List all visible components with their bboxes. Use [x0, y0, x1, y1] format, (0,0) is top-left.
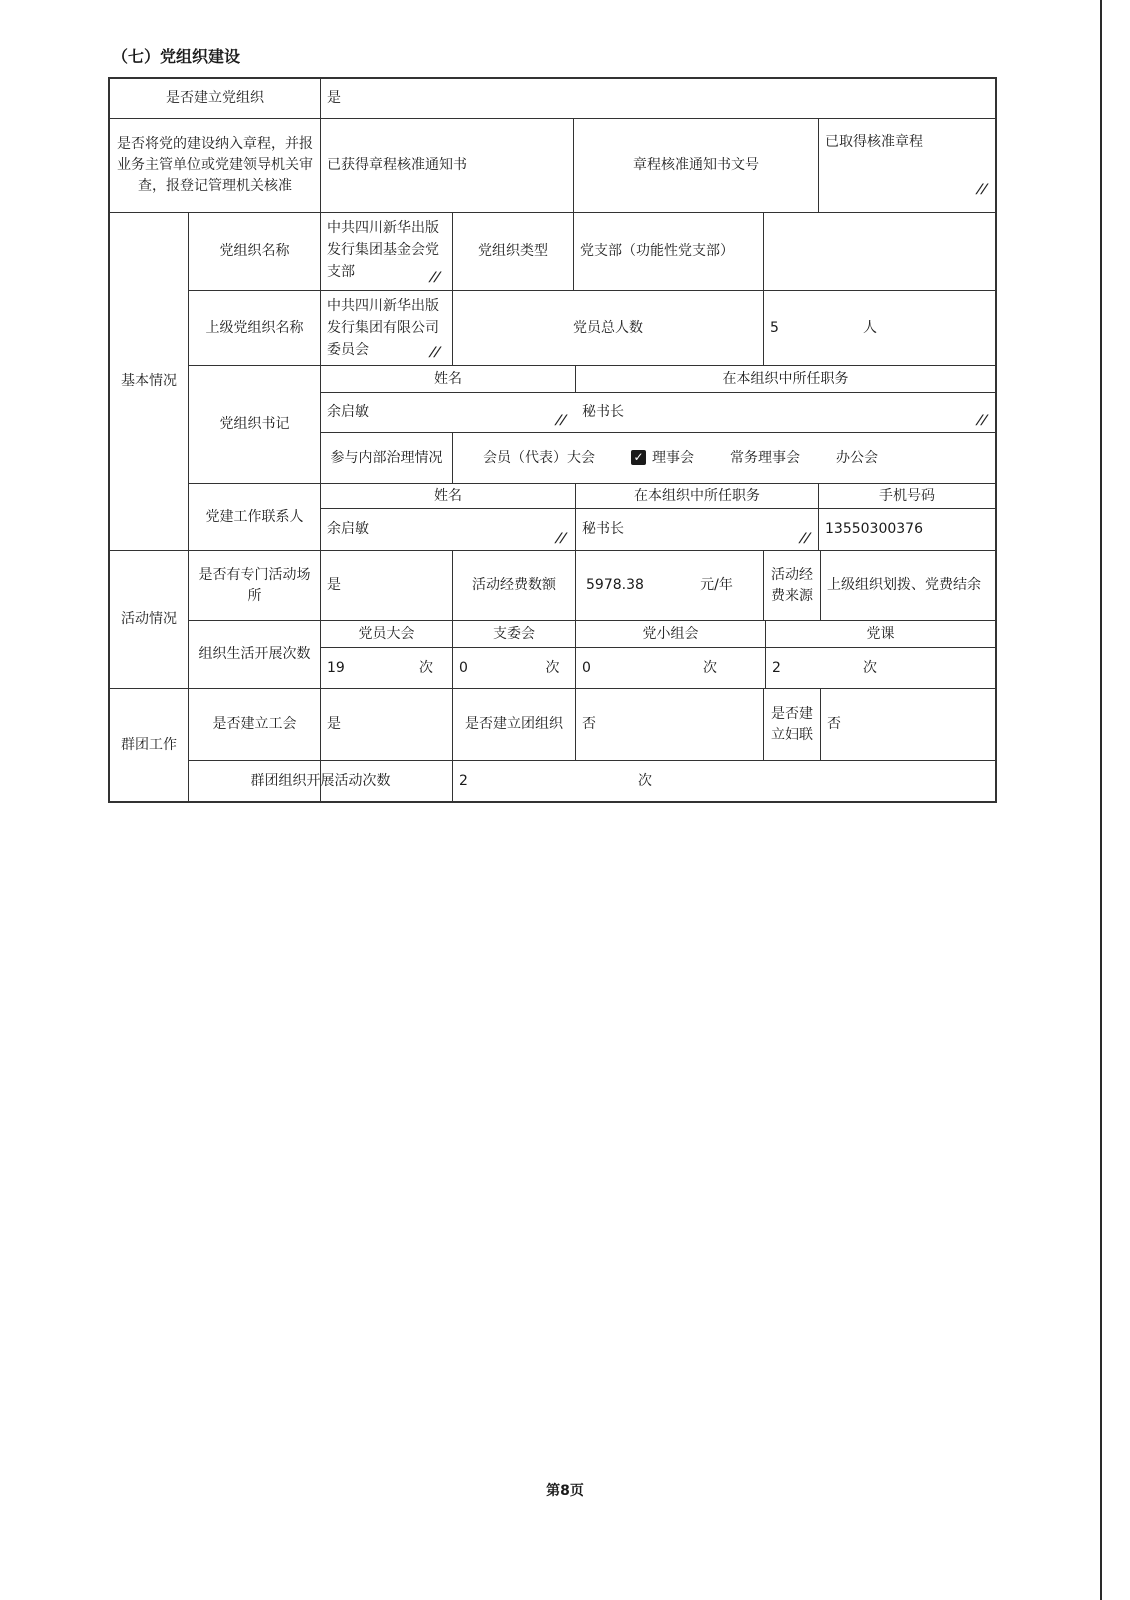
value-committee-unit[interactable]: 次	[545, 659, 560, 676]
governance-option-label: 理事会	[652, 449, 694, 466]
label-fund-source: 活动经费来源	[771, 566, 813, 604]
value-contact-position[interactable]: 秘书长	[582, 521, 624, 537]
value-venue[interactable]: 是	[327, 577, 341, 593]
label-basic-info: 基本情况	[121, 373, 177, 389]
value-union[interactable]: 是	[327, 716, 341, 732]
value-women[interactable]: 否	[827, 716, 841, 732]
resize-handle-icon[interactable]: //	[974, 413, 990, 428]
table-rule	[995, 77, 997, 803]
label-congress: 党员大会	[358, 625, 415, 642]
value-established[interactable]: 是	[327, 90, 341, 106]
section-title: （七）党组织建设	[112, 47, 241, 66]
label-contact: 党建工作联系人	[205, 508, 304, 525]
value-charter[interactable]: 已获得章程核准通知书	[327, 157, 467, 173]
governance-option[interactable]	[483, 448, 595, 469]
label-parent-org: 上级党组织名称	[205, 319, 304, 336]
value-member-total[interactable]: 5	[770, 319, 779, 336]
value-contact-phone[interactable]: 13550300376	[825, 521, 923, 537]
label-women: 是否建立妇联	[771, 705, 813, 743]
value-lecture-count[interactable]: 2	[772, 659, 781, 676]
label-group: 党小组会	[642, 625, 699, 642]
value-mass-unit[interactable]: 次	[638, 772, 652, 789]
label-union: 是否建立工会	[212, 716, 297, 732]
governance-option[interactable]	[836, 448, 878, 469]
resize-handle-icon[interactable]: //	[553, 413, 569, 428]
value-congress-unit[interactable]: 次	[419, 659, 433, 676]
governance-option[interactable]	[730, 448, 800, 469]
label-member-total: 党员总人数	[573, 319, 643, 336]
label-secretary-position: 在本组织中所任职务	[722, 370, 849, 387]
label-committee: 支委会	[493, 625, 535, 642]
value-parent-org[interactable]: 中共四川新华出版发行集团有限公司委员会	[327, 298, 439, 358]
value-member-unit[interactable]: 人	[863, 319, 877, 336]
resize-handle-icon[interactable]: //	[797, 531, 813, 546]
governance-option-label: 办公会	[836, 449, 878, 466]
label-org-type: 党组织类型	[478, 243, 548, 259]
table-rule	[575, 550, 576, 620]
value-approval-no[interactable]: 已取得核准章程	[825, 133, 923, 150]
value-committee-count[interactable]: 0	[459, 659, 468, 676]
label-activity: 活动情况	[121, 611, 177, 627]
value-fund-source[interactable]: 上级组织划拨、党费结余	[827, 577, 981, 593]
resize-handle-icon[interactable]: //	[427, 270, 443, 285]
label-mass-count: 群团组织开展活动次数	[250, 772, 391, 789]
scan-edge-line	[1100, 0, 1102, 1600]
governance-option[interactable]	[631, 448, 694, 469]
label-charter: 是否将党的建设纳入章程，并报业务主管单位或党建领导机关审查，报登记管理机关核准	[117, 136, 313, 194]
table-rule	[108, 801, 996, 803]
resize-handle-icon[interactable]: //	[553, 531, 569, 546]
value-youth[interactable]: 否	[582, 716, 596, 732]
value-lecture-unit[interactable]: 次	[863, 659, 877, 676]
value-org-type[interactable]: 党支部（功能性党支部）	[580, 243, 734, 259]
label-contact-name: 姓名	[434, 487, 462, 504]
label-fund-amount: 活动经费数额	[472, 577, 556, 593]
value-secretary-name[interactable]: 余启敏	[327, 404, 369, 420]
label-contact-position: 在本组织中所任职务	[634, 487, 760, 504]
resize-handle-icon[interactable]: //	[427, 345, 443, 360]
value-group-count[interactable]: 0	[582, 659, 591, 676]
value-fund-unit[interactable]: 元/年	[700, 577, 733, 593]
page-number: 第8页	[546, 1483, 584, 1499]
value-mass-count[interactable]: 2	[459, 772, 468, 789]
checkbox-checked-icon[interactable]: ✓	[631, 450, 646, 465]
label-mass: 群团工作	[121, 736, 177, 753]
governance-option-label: 会员（代表）大会	[483, 449, 595, 466]
label-established: 是否建立党组织	[166, 90, 264, 106]
resize-handle-icon[interactable]: //	[974, 182, 990, 197]
label-approval-no: 章程核准通知书文号	[633, 157, 759, 173]
label-sessions: 组织生活开展次数	[198, 646, 311, 662]
value-fund-amount[interactable]: 5978.38	[586, 577, 644, 593]
label-lecture: 党课	[866, 625, 895, 642]
value-org-name[interactable]: 中共四川新华出版发行集团基金会党支部	[327, 220, 439, 280]
label-contact-phone: 手机号码	[879, 487, 935, 504]
governance-option-label: 常务理事会	[730, 449, 800, 466]
value-congress-count[interactable]: 19	[327, 659, 345, 676]
value-group-unit[interactable]: 次	[703, 659, 717, 676]
label-governance: 参与内部治理情况	[330, 449, 443, 466]
value-contact-name[interactable]: 余启敏	[327, 521, 369, 537]
label-venue: 是否有专门活动场所	[198, 566, 311, 604]
governance-options	[453, 433, 995, 483]
label-secretary-name: 姓名	[434, 370, 462, 387]
label-youth: 是否建立团组织	[465, 716, 563, 732]
label-org-name: 党组织名称	[219, 243, 290, 259]
label-secretary: 党组织书记	[219, 416, 290, 432]
value-secretary-position[interactable]: 秘书长	[582, 404, 624, 420]
